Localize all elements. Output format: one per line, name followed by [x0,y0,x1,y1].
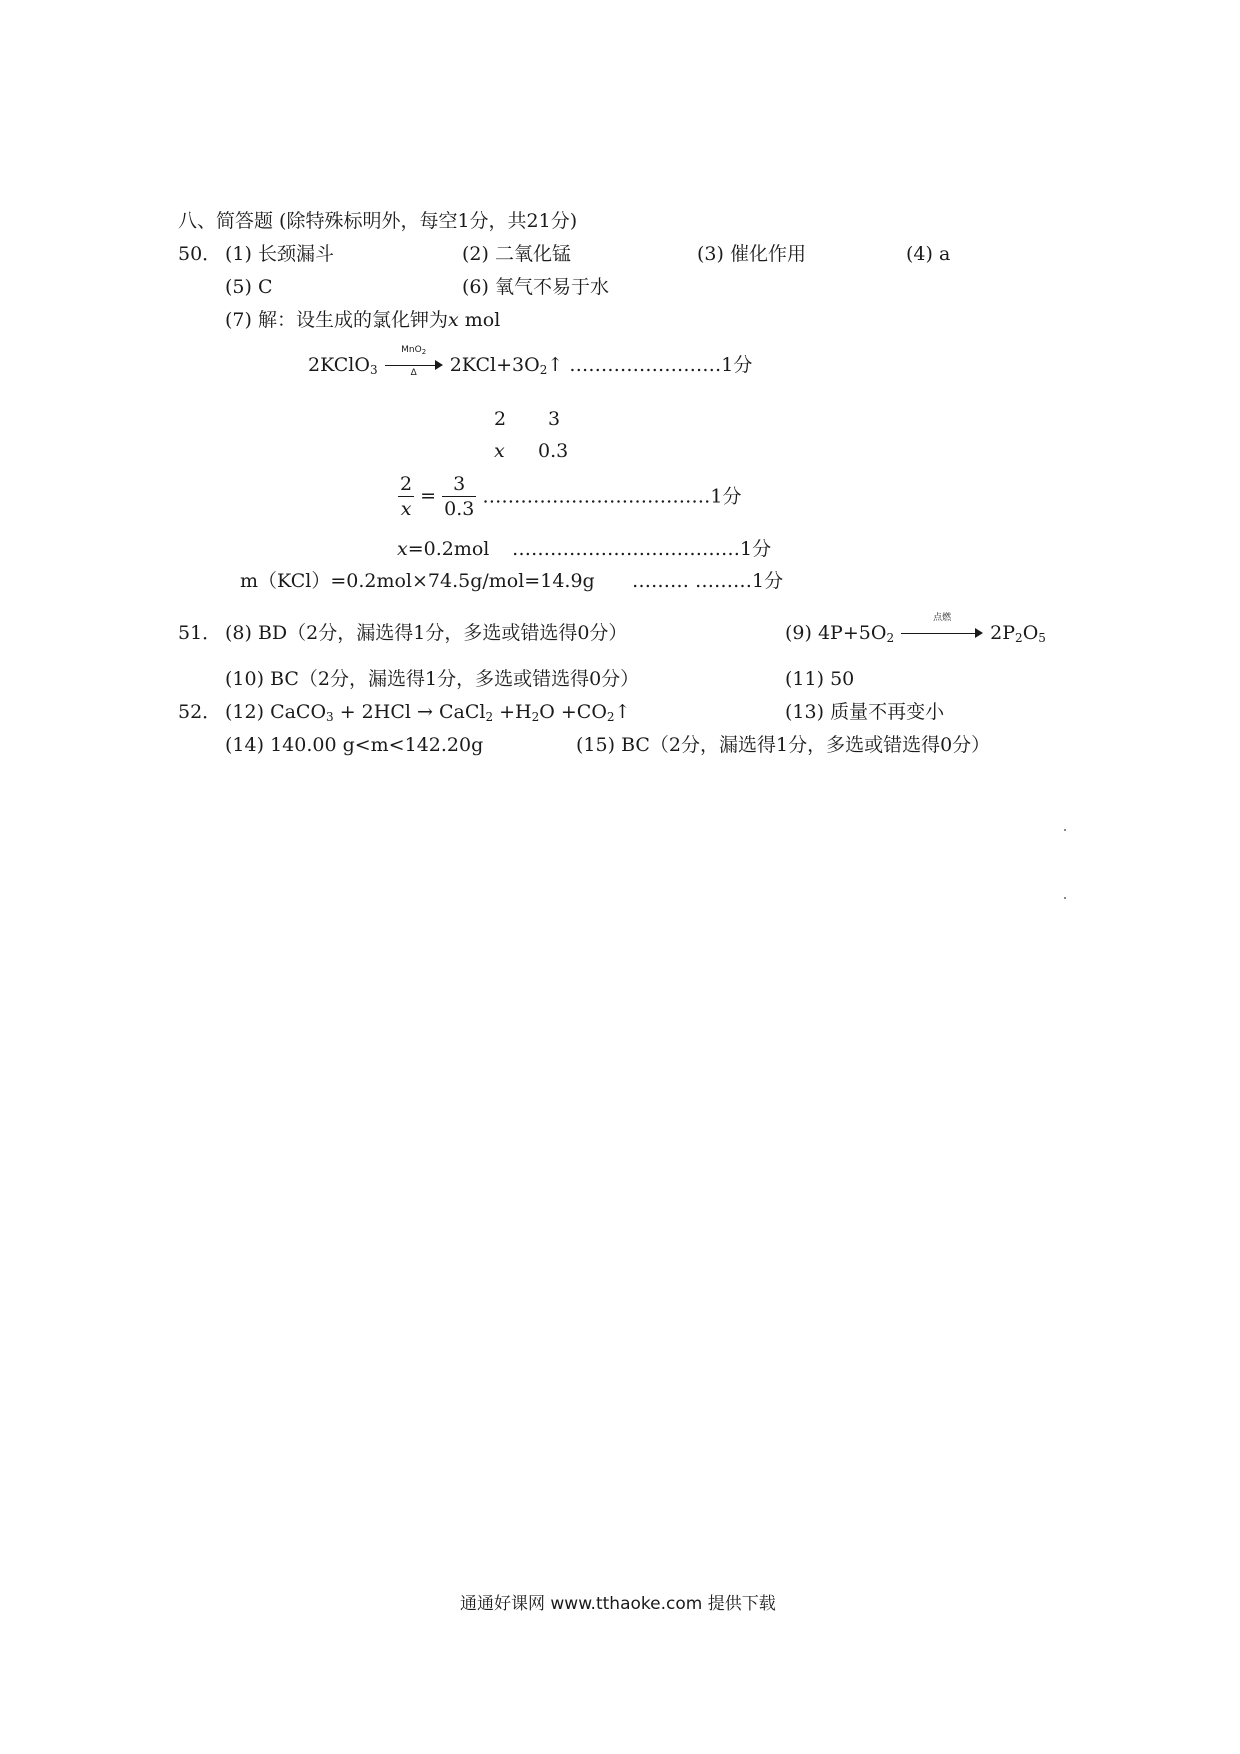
scan-speck [1064,829,1066,831]
score-mark: ……… ………1分 [632,570,784,592]
proportion-equation: $\frac{2}{x}$ = $\frac{3}{0.3}$ ………………………………1分 [400,473,742,520]
result-line: x=0.2mol [397,538,490,560]
ratio-variable: x [494,440,505,462]
answer-item-6 [462,278,609,297]
item-label: (5) [225,276,252,298]
chemical-equation: CaCO$_3$ + 2HCl → CaCl$_2$ $+H_2O$ $+CO_2↑$ [270,701,631,724]
reaction-arrow [385,345,443,378]
answer-item-5 [225,278,273,297]
item-label: (3) [697,243,724,265]
item-label: (1) [225,243,252,265]
answer-item-13: (13) 质量不再变小 [785,701,945,723]
fraction-right: $\frac{3}{0.3}$ [444,473,475,520]
answer-item-8: (8) BD（2分，漏选得1分，多选或错选得0分） [225,622,628,644]
answer-item-4 [906,245,950,264]
scan-speck [1064,897,1066,899]
condition-label: 点燃 [933,613,952,623]
mass-calculation: m（KCl）=0.2mol×74.5g/mol=14.9g [240,570,595,592]
solution-intro [225,311,500,330]
item-answer: a [938,243,951,265]
item-answer: 长颈漏斗 [257,243,334,265]
answer-item-2 [462,245,571,264]
answer-item-11: (11) 50 [785,668,855,690]
page-footer: 通通好课网 www.tthaoke.com 提供下载 [460,1594,776,1614]
question-number: 50． [178,243,222,265]
condition-label: Δ [410,368,417,378]
ratio-value: 0.3 [538,440,569,462]
item-answer: 二氧化锰 [494,243,571,265]
reaction-equation: 2KClO$_3$ MnO$_2$ Δ $2KCl+3O_2↑$ ……………………1分 [308,345,753,378]
section-title: 八、简答题 (除特殊标明外，每空1分，共21分) [178,210,578,232]
reaction-arrow [901,613,983,644]
ratio-value: 3 [548,408,561,430]
item-answer: C [257,276,273,298]
reactant: 2KClO [308,354,370,376]
item-label: (6) [462,276,489,298]
catalyst-label: MnO$_2$ [401,345,427,356]
score-mark: ………………………………1分 [512,538,772,560]
question-number: 51． [178,622,222,644]
ratio-value: 2 [494,408,507,430]
fraction-left: $\frac{2}{x}$ [400,473,413,520]
answer-item-15: (15) BC（2分，漏选得1分，多选或错选得0分） [576,734,991,756]
gas-arrow: ↑ [547,354,564,376]
answer-item-3 [697,245,806,264]
solution-variable: x [447,309,459,331]
score-mark: ……………………1分 [569,354,753,376]
score-mark: ………………………………1分 [482,485,742,508]
item-label: (7) [225,309,252,331]
item-label: (4) [906,243,933,265]
answer-item-10: (10) BC（2分，漏选得1分，多选或错选得0分） [225,668,640,690]
products: 2KCl+3O [449,354,540,376]
reactants: 4P+5O [817,622,887,644]
question-number: 52． [178,701,222,723]
answer-item-1 [225,245,334,264]
item-answer: 催化作用 [729,243,806,265]
item-answer: 氧气不易于水 [494,276,609,298]
item-label: (2) [462,243,489,265]
solution-intro-text: 解：设生成的氯化钾为 [257,309,448,331]
answer-item-14: (14) 140.00 g<m<142.20g [225,734,484,756]
answer-item-9: (9) $4P+5O_2$ 点燃 $2P_2O_5$ [785,613,1046,645]
answer-item-12: (12) CaCO$_3$ + 2HCl → CaCl$_2$ $+H_2O$ $+CO_2↑$ [225,701,631,724]
solution-unit: mol [458,309,501,331]
